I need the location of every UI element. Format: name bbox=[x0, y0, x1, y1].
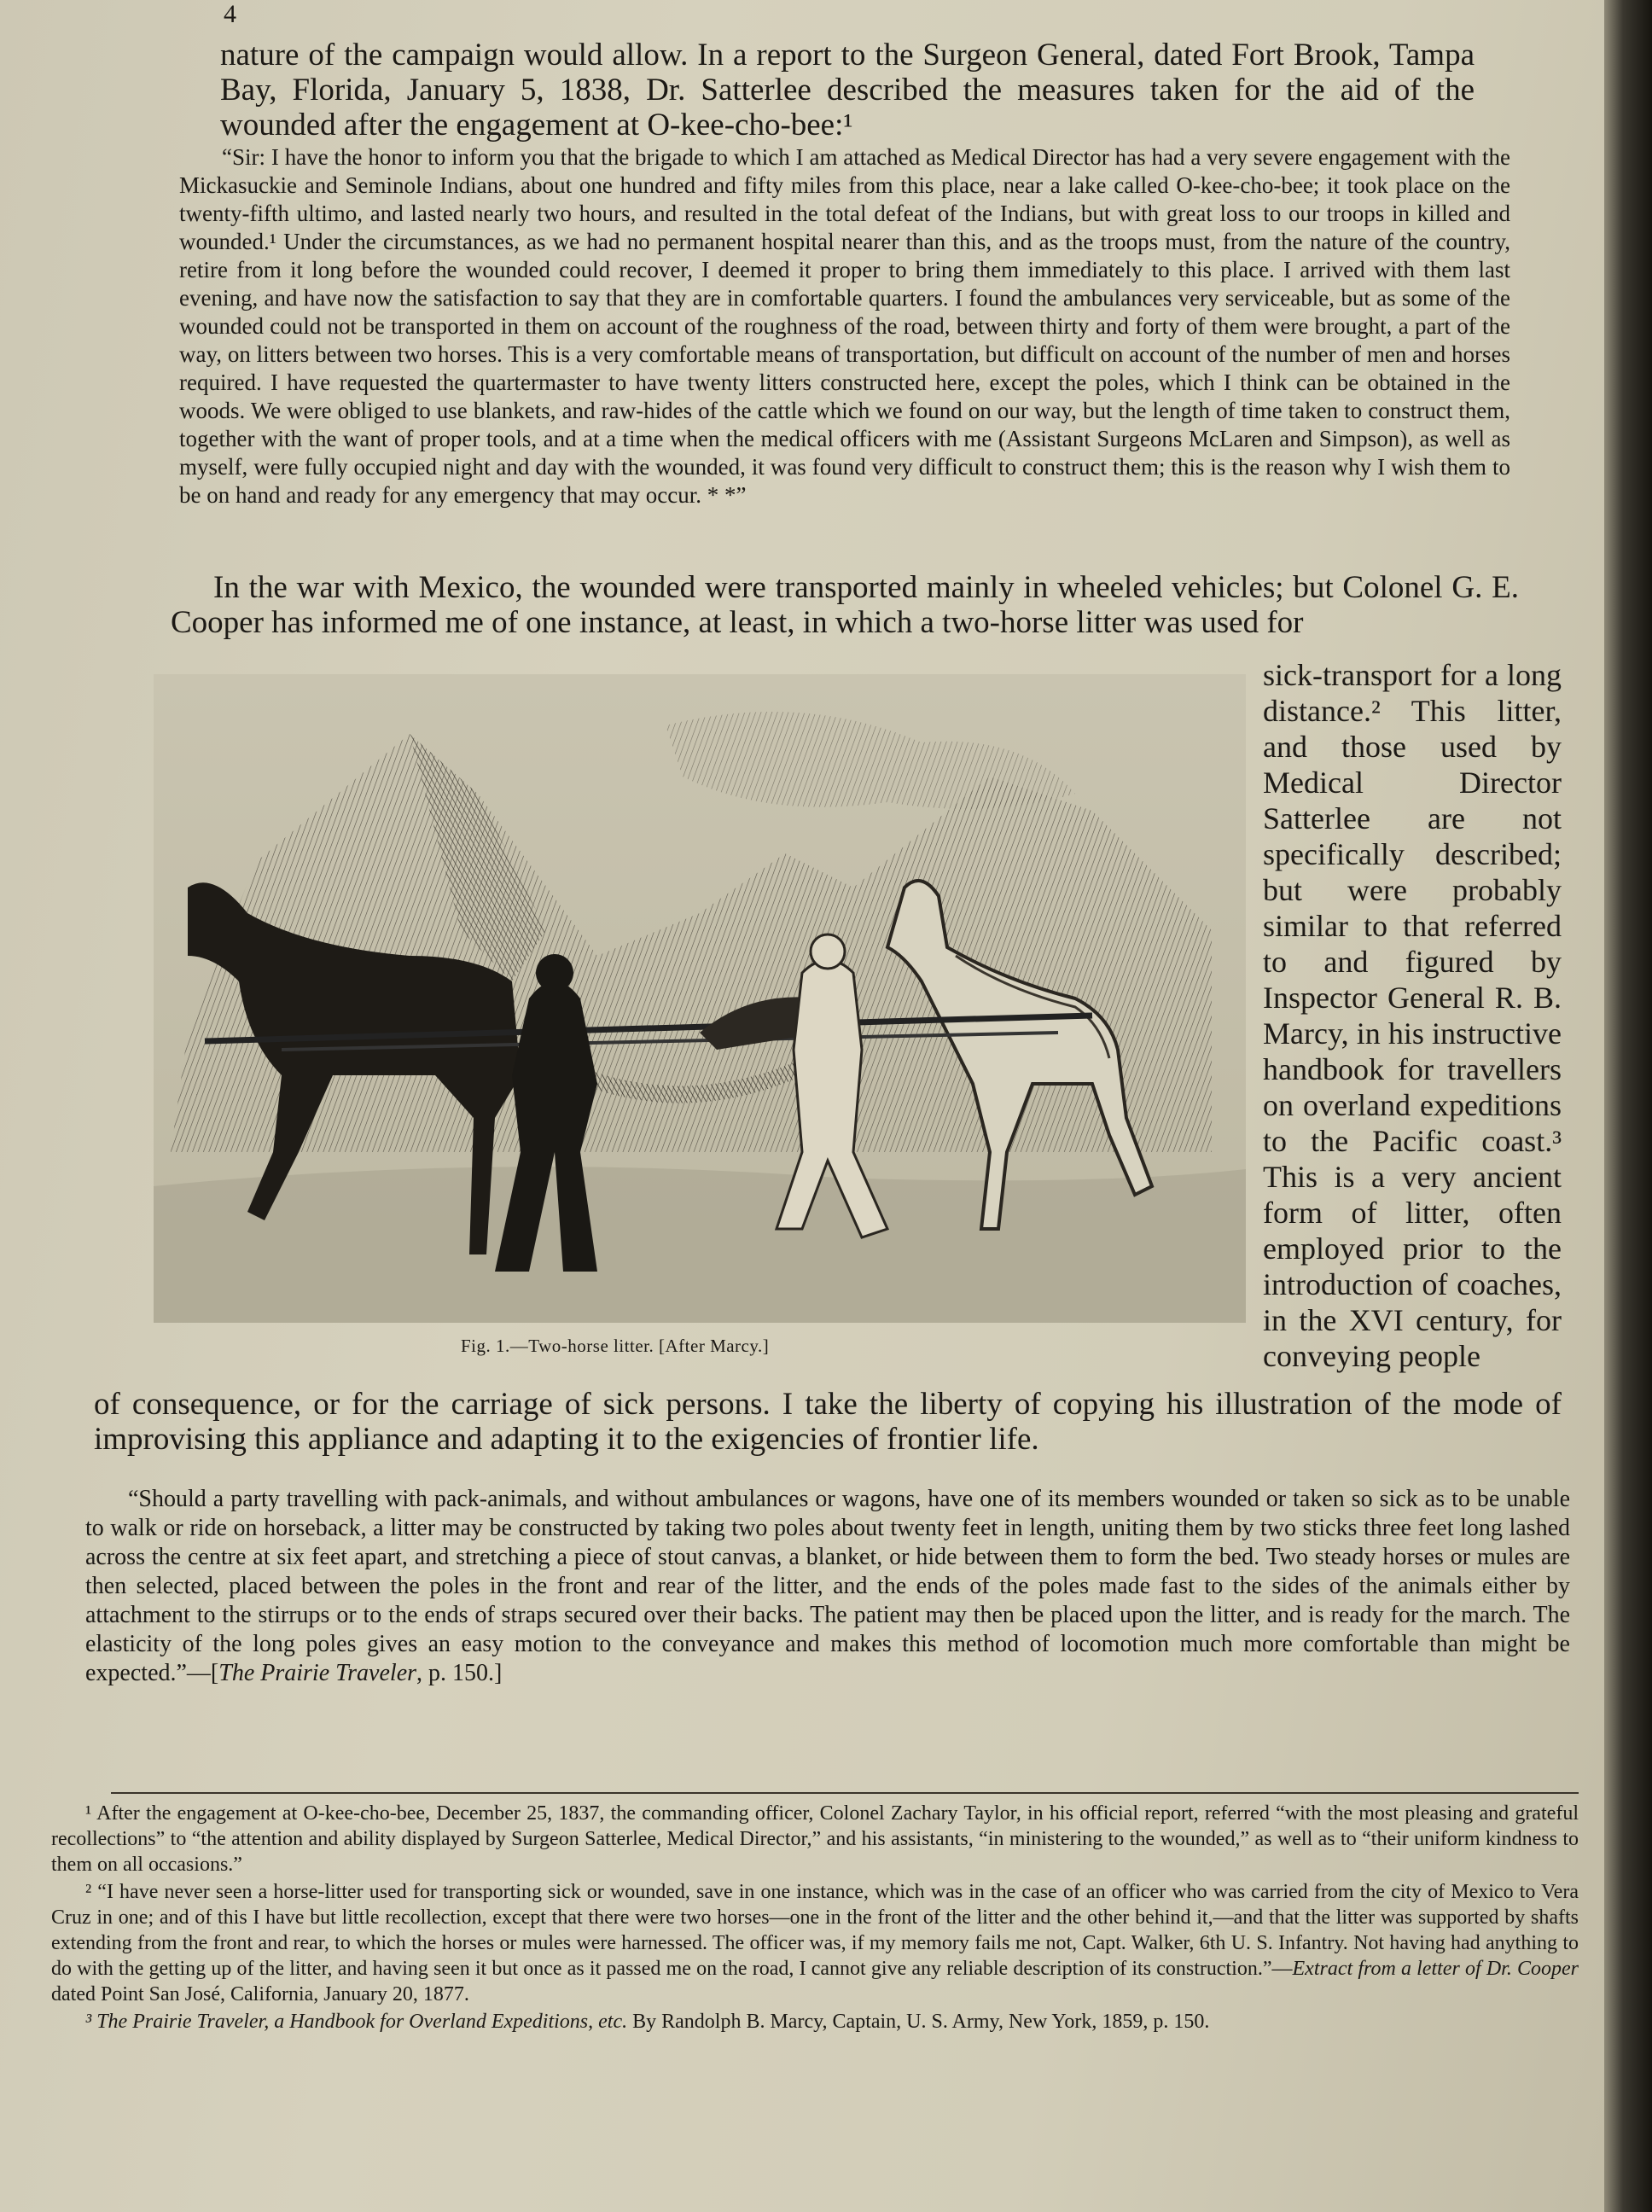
footnote-3-title: ³ The Prairie Traveler, a Handbook for Overland Expeditions, etc. bbox=[85, 2011, 628, 2033]
mexico-text: In the war with Mexico, the wounded were transported mainly in wheeled vehicles; but Colonel G. E. Cooper has informed me of one instance, at least, in which a two-horse litter was used for bbox=[171, 570, 1519, 640]
intro-text: nature of the campaign would allow. In a report to the Surgeon General, dated Fort Brook, Tampa Bay, Florida, January 5, 1838, Dr. Satterlee described the measures taken for the aid of the wounded after the engagement at O-kee-cho-bee:¹ bbox=[220, 38, 1475, 143]
ground bbox=[154, 1167, 1246, 1323]
intro-paragraph bbox=[220, 38, 1475, 143]
marcy-quote-source: The Prairie Traveler bbox=[218, 1660, 417, 1686]
man-left-head bbox=[536, 954, 573, 992]
footnote-3 bbox=[51, 2009, 1579, 2034]
footnotes bbox=[51, 1801, 1579, 2036]
marcy-quote-body: “Should a party travelling with pack-animals, and without ambulances or wagons, have one of its members wounded or taken so sick as to be unable to walk or ride on horseback, a litter may be constructed by taking two poles about twenty feet in length, uniting them by two sticks three feet long lashed across the centre at six feet apart, and stretching a piece of stout canvas, a blanket, or hide between them to form the bed. Two steady horses or mules are then selected, placed between the poles in the front and rear of the litter, and the ends of the poles made fast to the sides of the animals either by attachment to the stirrups or to the ends of straps secured over their backs. The patient may then be placed upon the litter, and is ready for the march. The elasticity of the long poles gives an easy motion to the conveyance and makes this method of locomotion much more comfortable than might be expected.”—[ bbox=[85, 1486, 1570, 1686]
figure-two-horse-litter bbox=[154, 674, 1246, 1323]
man-right-head bbox=[811, 934, 845, 969]
footnote-1: ¹ After the engagement at O-kee-cho-bee, December 25, 1837, the commanding officer, Colonel Zachary Taylor, in his official report, referred “with the most pleasing and grateful recollections” to “the attention and ability displayed by Surgeon Satterlee, Medical Director,” and his assistants, “in ministering to the wounded,” as well as to “their uniform kindness to them on all occasions.” bbox=[51, 1802, 1579, 1876]
side-column-text: sick-transport for a long distance.² This litter, and those used by Medical Director Satterlee are not specifically described; but were probably similar to that referred to and figured by Inspector General R. B. Marcy, in his instructive handbook for travellers on overland expeditions to the Pacific coast.³ This is a very ancient form of litter, often employed prior to the introduction of coaches, in the XVI century, for conveying people bbox=[1263, 658, 1562, 1373]
continuation-paragraph bbox=[94, 1387, 1562, 1457]
footnote-3-rest: By Randolph B. Marcy, Captain, U. S. Army, New York, 1859, p. 150. bbox=[627, 2011, 1210, 2033]
marcy-quote-text bbox=[85, 1485, 1570, 1688]
litter-engraving bbox=[154, 674, 1246, 1323]
footnote-2-source: Extract from a letter of Dr. Cooper bbox=[1292, 1958, 1579, 1980]
page-number: 4 bbox=[224, 0, 236, 28]
marcy-quote-page: , p. 150.] bbox=[416, 1660, 503, 1686]
footnote-2-date: dated Point San José, California, January 20, 1877. bbox=[51, 1983, 469, 2005]
marcy-quote bbox=[85, 1485, 1570, 1688]
footnote-2-body: ² “I have never seen a horse-litter used for transporting sick or wounded, save in one instance, which was in the case of an officer who was carried from the city of Mexico to Vera Cruz in one; and of this I have but little recollection, except that there were two horses—one in the front of the litter and the other behind it,—and that the litter was supported by shafts extending from the front and rear, to which the horses or mules were harnessed. The officer was, if my memory fails me not, Capt. Walker, 6th U. S. Infantry. Not having had anything to do with the getting up of the litter, and having seen it but once as it passed me on the road, I cannot give any reliable description of its construction.”— bbox=[51, 1881, 1579, 1980]
continuation-text: of consequence, or for the carriage of sick persons. I take the liberty of copying his illustration of the mode of improvising this appliance and adapting it to the exigencies of frontier life. bbox=[94, 1387, 1562, 1457]
figure-caption: Fig. 1.—Two-horse litter. [After Marcy.] bbox=[461, 1336, 770, 1356]
satterlee-quote-text: “Sir: I have the honor to inform you that the brigade to which I am attached as Medical Director has had a very severe engagement with the Mickasuckie and Seminole Indians, about one hundred and fifty miles from this place, near a lake called O-kee-cho-bee; it took place on the twenty-fifth ultimo, and lasted nearly two hours, and resulted in the total defeat of the Indians, but with great loss to our troops in killed and wounded.¹ Under the circumstances, as we had no permanent hospital nearer than this, and as the troops must, from the nature of the country, retire from it long before the wounded could recover, I deemed it proper to bring them immediately to this place. I arrived with them last evening, and have now the satisfaction to say that they are in comfortable quarters. I found the ambulances very serviceable, but as some of the wounded could not be transported in them on account of the roughness of the road, between thirty and forty of them were brought, a part of the way, on litters between two horses. This is a very comfortable means of transportation, but difficult on account of the number of men and horses required. I have requested the quartermaster to have twenty litters constructed here, except the poles, which I think can be obtained in the woods. We were obliged to use blankets, and raw-hides of the cattle which we found on our way, but the length of time taken to construct them, together with the want of proper tools, and at a time when the medical officers with me (Assistant Surgeons McLaren and Simpson), as well as myself, were fully occupied night and day with the wounded, it was found very difficult to construct them; this is the reason why I wish them to be on hand and ready for any emergency that may occur. * *” bbox=[179, 144, 1510, 508]
satterlee-quote bbox=[179, 143, 1510, 509]
footnote-2 bbox=[51, 1879, 1579, 2007]
book-spine-edge bbox=[1604, 0, 1652, 2212]
footnote-divider bbox=[111, 1792, 1579, 1794]
mexico-paragraph bbox=[171, 570, 1519, 640]
